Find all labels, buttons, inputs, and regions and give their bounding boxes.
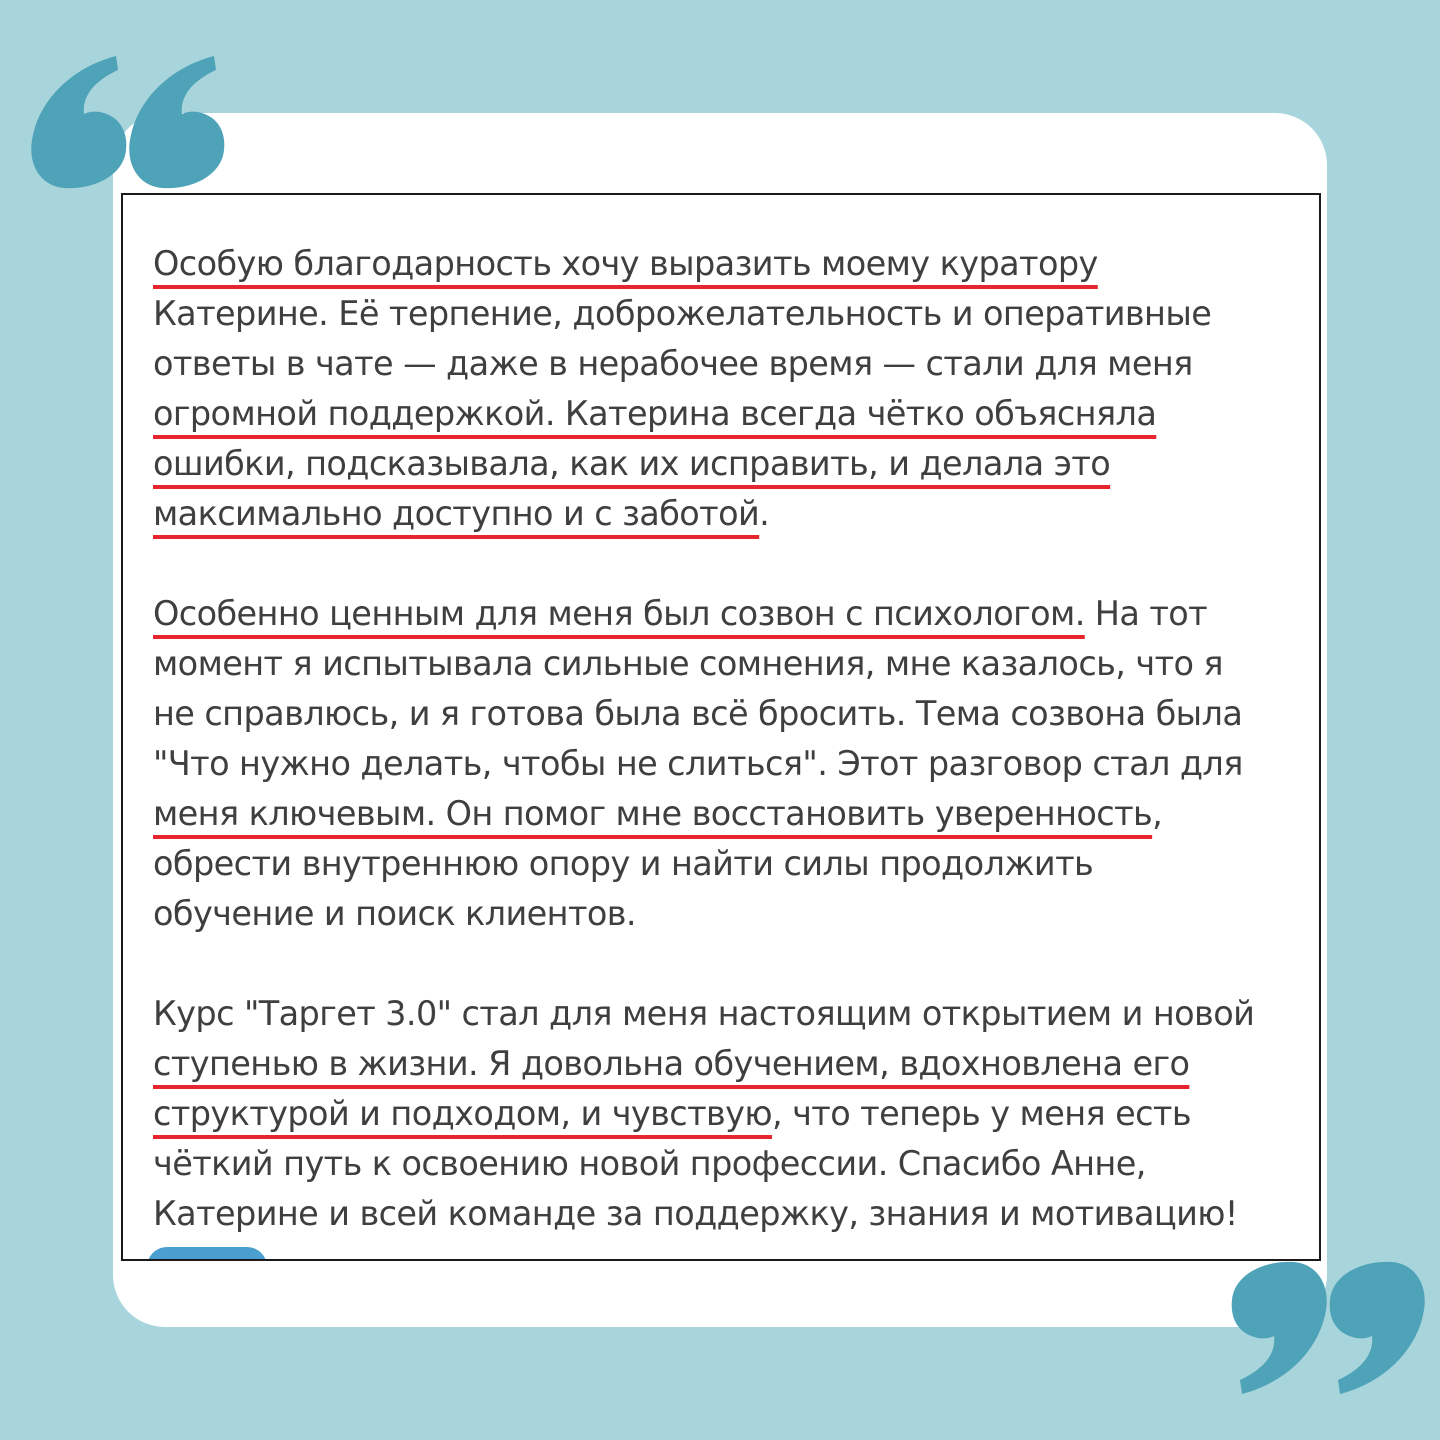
- paragraph-3: [153, 989, 1303, 1239]
- text-line: максимально доступно и с заботой.: [153, 494, 770, 533]
- text-line: обрести внутреннюю опору и найти силы продолжить: [153, 844, 1094, 883]
- text-line: не справлюсь, и я готова была всё бросить. Тема созвона была: [153, 694, 1243, 733]
- paragraph-2: [153, 589, 1303, 939]
- review-screenshot: [121, 193, 1321, 1261]
- review-text: [153, 239, 1303, 1261]
- opening-quote-icon: [28, 52, 228, 192]
- text-line: огромной поддержкой. Катерина всегда чётко объясняла: [153, 394, 1157, 433]
- text-line: Катерине. Её терпение, доброжелательность и оперативные: [153, 294, 1212, 333]
- text-line: ошибки, подсказывала, как их исправить, и делала это: [153, 444, 1111, 483]
- text-line: ответы в чате — даже в нерабочее время — стали для меня: [153, 344, 1193, 383]
- text-line: момент я испытывала сильные сомнения, мне казалось, что я: [153, 644, 1223, 683]
- text-line: Катерине и всей команде за поддержку, знания и мотивацию!: [153, 1194, 1238, 1233]
- text-line: структурой и подходом, и чувствую, что теперь у меня есть: [153, 1094, 1191, 1133]
- text-line: чёткий путь к освоению новой профессии. Спасибо Анне,: [153, 1144, 1146, 1183]
- paragraph-1: [153, 239, 1303, 539]
- text-line: "Что нужно делать, чтобы не слиться". Этот разговор стал для: [153, 744, 1243, 783]
- closing-quote-icon: [1228, 1258, 1428, 1398]
- text-line: меня ключевым. Он помог мне восстановить уверенность,: [153, 794, 1163, 833]
- text-line: Особую благодарность хочу выразить моему куратору: [153, 244, 1098, 283]
- text-line: обучение и поиск клиентов.: [153, 894, 636, 933]
- text-line: Особенно ценным для меня был созвон с психологом. На тот: [153, 594, 1208, 633]
- cropped-element: [147, 1247, 267, 1261]
- text-line: ступенью в жизни. Я довольна обучением, вдохновлена его: [153, 1044, 1190, 1083]
- text-line: Курс "Таргет 3.0" стал для меня настоящим открытием и новой: [153, 994, 1255, 1033]
